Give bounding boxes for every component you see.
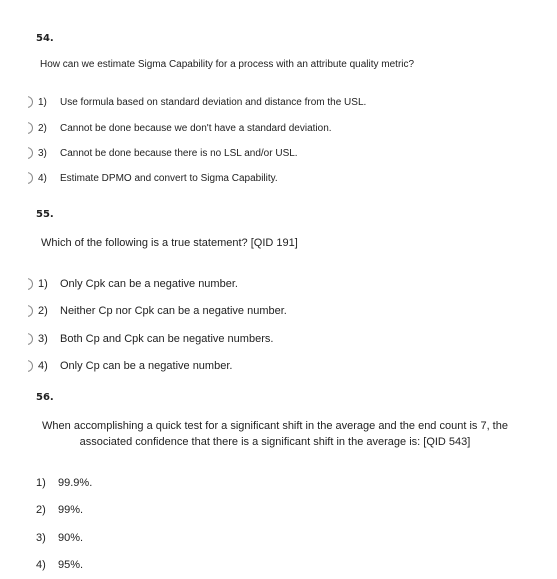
option-number: 3) bbox=[36, 532, 46, 544]
answer-option-3[interactable] bbox=[28, 145, 298, 161]
radio-icon[interactable] bbox=[28, 333, 36, 345]
question-text bbox=[40, 418, 510, 450]
option-number: 3) bbox=[38, 333, 48, 345]
option-number: 4) bbox=[36, 559, 46, 571]
answer-option-4[interactable] bbox=[28, 170, 278, 186]
radio-icon[interactable] bbox=[28, 278, 36, 290]
question-text: Which of the following is a true statement? [QID 191] bbox=[41, 237, 298, 249]
option-number: 2) bbox=[36, 504, 46, 516]
option-text: Cannot be done because we don't have a standard deviation. bbox=[60, 122, 332, 134]
option-text: Cannot be done because there is no LSL and/or USL. bbox=[60, 147, 298, 159]
radio-icon[interactable] bbox=[28, 96, 36, 108]
question-text: How can we estimate Sigma Capability for a process with an attribute quality metric? bbox=[40, 59, 415, 70]
question-number: 56. bbox=[36, 392, 54, 403]
radio-icon[interactable] bbox=[28, 147, 36, 159]
option-text: 90%. bbox=[58, 532, 84, 544]
answer-option-4[interactable] bbox=[36, 557, 83, 573]
question-text-line-2: associated confidence that there is a significant shift in the average is: [QID 543] bbox=[79, 436, 471, 448]
answer-option-2[interactable] bbox=[36, 502, 83, 518]
option-number: 4) bbox=[38, 172, 47, 184]
answer-option-1[interactable] bbox=[28, 94, 366, 110]
radio-icon[interactable] bbox=[28, 122, 36, 134]
question-number: 54. bbox=[36, 33, 54, 44]
option-text: Use formula based on standard deviation and distance from the USL. bbox=[60, 96, 367, 108]
answer-option-3[interactable] bbox=[36, 530, 83, 546]
answer-option-4[interactable] bbox=[28, 358, 232, 374]
option-text: Only Cpk can be a negative number. bbox=[60, 278, 238, 290]
question-number: 55. bbox=[36, 209, 54, 220]
answer-option-2[interactable] bbox=[28, 120, 332, 136]
radio-icon[interactable] bbox=[28, 305, 36, 317]
radio-icon[interactable] bbox=[28, 360, 36, 372]
option-number: 3) bbox=[38, 147, 47, 159]
option-text: 99%. bbox=[58, 504, 84, 516]
question-text-line-1: When accomplishing a quick test for a significant shift in the average and the end count is 7, the bbox=[42, 420, 508, 432]
answer-option-3[interactable] bbox=[28, 331, 273, 347]
option-number: 1) bbox=[36, 477, 46, 489]
option-number: 4) bbox=[38, 360, 48, 372]
option-number: 2) bbox=[38, 122, 47, 134]
option-text: Only Cp can be a negative number. bbox=[60, 360, 233, 372]
option-text: 99.9%. bbox=[58, 477, 93, 489]
radio-icon[interactable] bbox=[28, 172, 36, 184]
answer-option-1[interactable] bbox=[36, 475, 92, 491]
option-number: 1) bbox=[38, 278, 48, 290]
option-text: Both Cp and Cpk can be negative numbers. bbox=[60, 333, 274, 345]
option-number: 2) bbox=[38, 305, 48, 317]
answer-option-2[interactable] bbox=[28, 303, 287, 319]
option-text: Estimate DPMO and convert to Sigma Capability. bbox=[60, 172, 278, 184]
option-text: 95%. bbox=[58, 559, 84, 571]
option-text: Neither Cp nor Cpk can be a negative number. bbox=[60, 305, 287, 317]
option-number: 1) bbox=[38, 96, 47, 108]
answer-option-1[interactable] bbox=[28, 276, 238, 292]
